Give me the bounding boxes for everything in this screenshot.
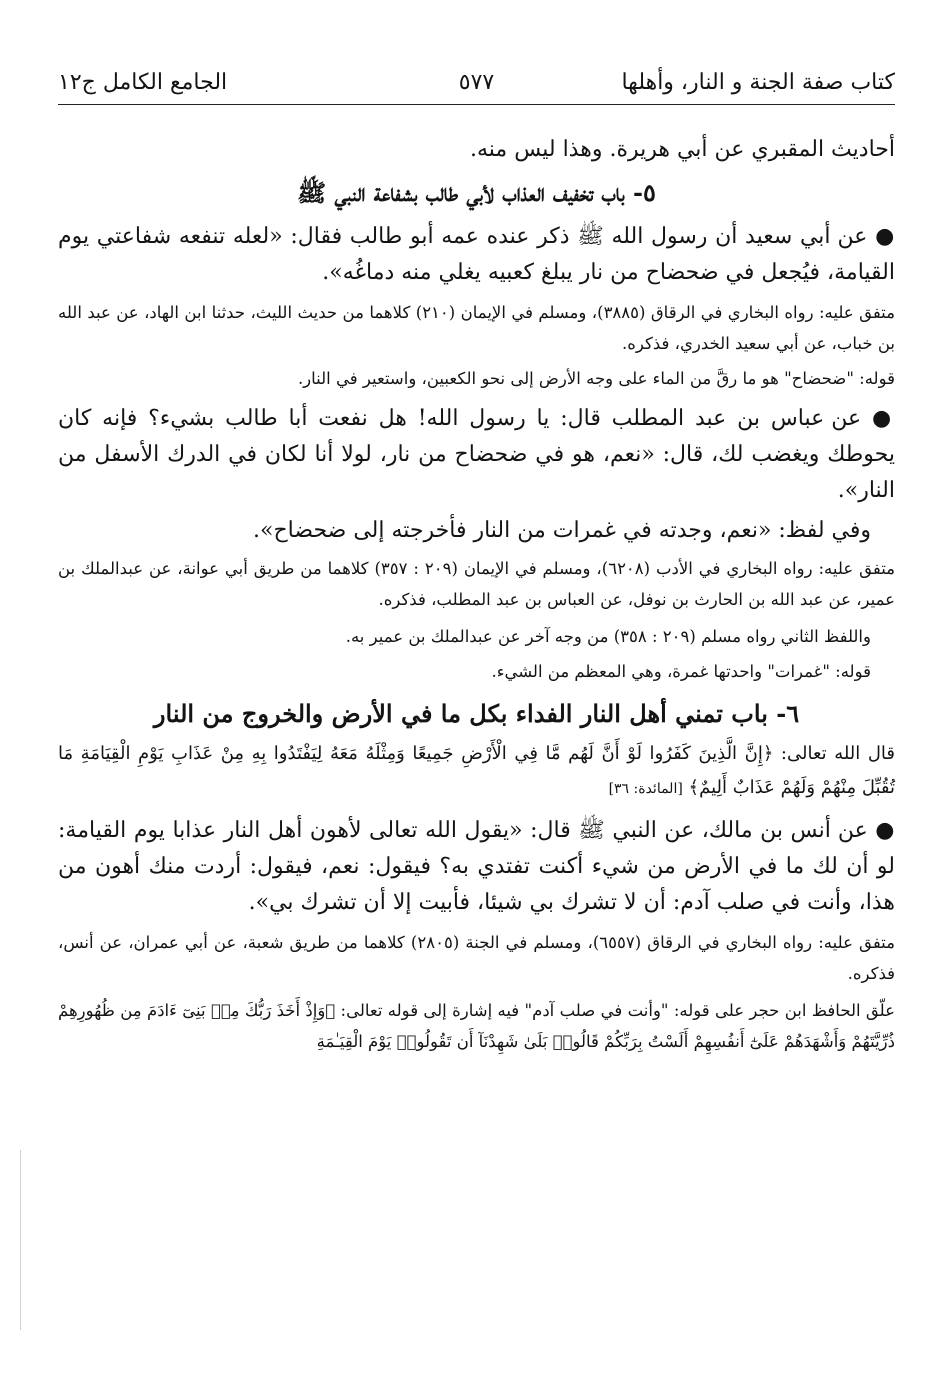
takhrij-note: متفق عليه: رواه البخاري في الرقاق (٦٥٥٧)، ومسلم في الجنة (٢٨٠٥) كلاهما من طريق شعبة، عن أبي عمران، عن أنس، فذكره.	[58, 933, 895, 983]
running-header	[58, 70, 895, 98]
hadith-paragraph	[58, 400, 895, 509]
header-volume-title: الجامع الكامل ج١٢	[58, 70, 228, 95]
scan-margin-line	[20, 1150, 21, 1330]
chapter-heading: ٦- باب تمني أهل النار الفداء بكل ما في الأرض والخروج من النار	[153, 699, 800, 728]
hadith-text: عن أنس بن مالك، عن النبي ﷺ قال: «يقول الله تعالى لأهون أهل النار عذابا يوم القيامة: لو أن لك ما في الأرض من شيء أكنت تفتدي به؟ فيقول: نعم، فيقول: أردت منك أهون من هذا، وأنت في صلب آدم: أن لا تشرك بي شيئا، فأبيت إلا أن تشرك بي».	[58, 818, 895, 915]
hadith-paragraph	[58, 218, 895, 291]
page-body	[58, 132, 895, 1057]
hadith-paragraph	[58, 812, 895, 921]
quran-verse: قال الله تعالى: ﴿إِنَّ الَّذِينَ كَفَرُوا لَوْ أَنَّ لَهُم مَّا فِي الْأَرْضِ جَمِيعًا وَمِثْلَهُ مَعَهُ لِيَفْتَدُوا بِهِ مِنْ عَذَابِ يَوْمِ الْقِيَامَةِ مَا تُقُبِّلَ مِنْهُمْ وَلَهُمْ عَذَابٌ أَلِيمٌ﴾	[58, 743, 895, 798]
header-book-title: كتاب صفة الجنة و النار، وأهلها	[621, 70, 895, 95]
verse-reference: [المائدة: ٣٦]	[608, 781, 683, 797]
chapter-heading: ٥- باب تخفيف العذاب لأبي طالب بشفاعة النبي ﷺ	[297, 178, 656, 207]
explanation-note: قوله: "غمرات" واحدتها غمرة، وهي المعظم من الشيء.	[491, 662, 871, 681]
bullet-icon: ●	[871, 405, 895, 431]
page-number: ٥٧٧	[458, 70, 495, 95]
bullet-icon: ●	[875, 817, 895, 843]
bullet-icon: ●	[875, 223, 895, 249]
quran-citation	[58, 737, 895, 806]
hadith-text: عن عباس بن عبد المطلب قال: يا رسول الله! هل نفعت أبا طالب بشيء؟ فإنه كان يحوطك ويغضب لك، قال: «نعم، هو في ضحضاح من نار، لولا أنا لكان في الدرك الأسفل من النار».	[58, 406, 895, 503]
header-divider	[58, 104, 895, 105]
explanation-note: قوله: "ضحضاح" هو ما رقَّ من الماء على وجه الأرض إلى نحو الكعبين، واستعير في النار.	[297, 369, 895, 388]
takhrij-note: واللفظ الثاني رواه مسلم (٢٠٩ : ٣٥٨) من وجه آخر عن عبدالملك بن عمير به.	[345, 627, 871, 646]
commentary-note: علّق الحافظ ابن حجر على قوله: "وأنت في صلب آدم" فيه إشارة إلى قوله تعالى: ﴿وَإِذْ أَخَذَ رَبُّكَ مِنۢ بَنِىٓ ءَادَمَ مِن ظُهُورِهِمْ ذُرِّيَّتَهُمْ وَأَشْهَدَهُمْ عَلَىٰٓ أَنفُسِهِمْ أَلَسْتُ بِرَبِّكُمْ قَالُوا۟ بَلَىٰ شَهِدْنَآ أَن تَقُولُوا۟ يَوْمَ الْقِيَـٰمَةِ	[58, 1001, 895, 1051]
variant-wording: وفي لفظ: «نعم، وجدته في غمرات من النار فأخرجته إلى ضحضاح».	[253, 518, 871, 543]
text-paragraph: أحاديث المقبري عن أبي هريرة. وهذا ليس منه.	[469, 137, 895, 162]
hadith-text: عن أبي سعيد أن رسول الله ﷺ ذكر عنده عمه أبو طالب فقال: «لعله تنفعه شفاعتي يوم القيامة، فيُجعل في ضحضاح من نار يبلغ كعبيه يغلي منه دماغُه».	[58, 224, 895, 285]
takhrij-note: متفق عليه: رواه البخاري في الأدب (٦٢٠٨)، ومسلم في الإيمان (٢٠٩ : ٣٥٧) كلاهما من طريق أبي عوانة، عن عبدالملك بن عمير، عن عبد الله بن الحارث بن نوفل، عن العباس بن عبد المطلب، فذكره.	[58, 559, 896, 609]
takhrij-note: متفق عليه: رواه البخاري في الرقاق (٣٨٨٥)، ومسلم في الإيمان (٢١٠) كلاهما من حديث الليث، حدثنا ابن الهاد، عن عبد الله بن خباب، عن أبي سعيد الخدري، فذكره.	[58, 303, 895, 353]
